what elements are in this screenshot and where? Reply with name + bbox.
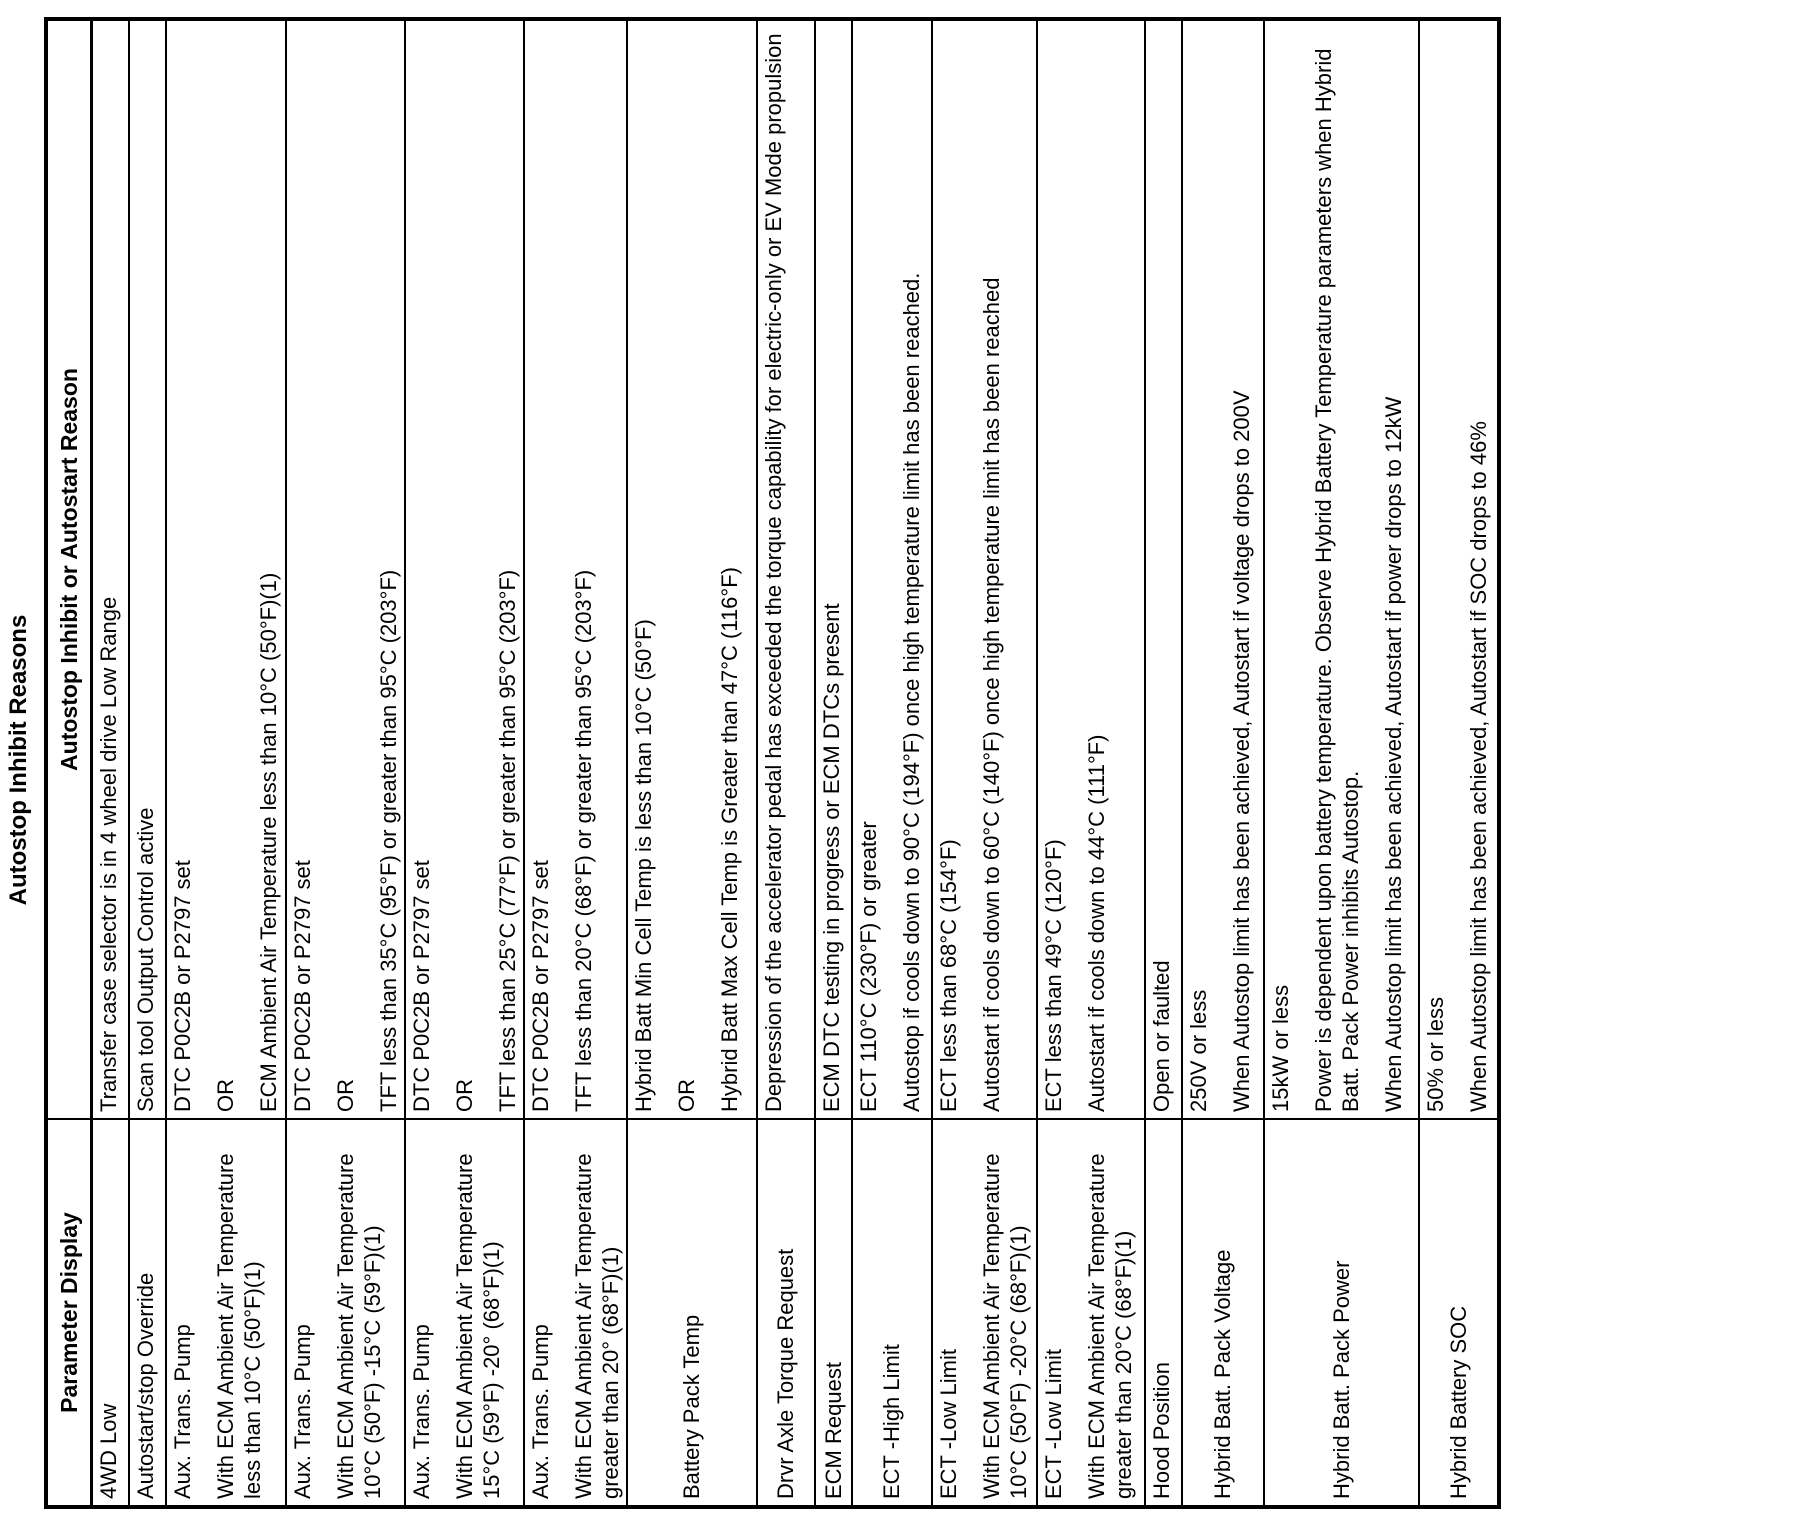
- reason-line: Hybrid Batt Max Cell Temp is Greater than 47°C (116°F): [716, 567, 742, 1112]
- reason-line: Hybrid Batt Min Cell Temp is less than 10°C (50°F): [630, 619, 656, 1112]
- reason-cell: [166, 19, 286, 1119]
- parameter-cell: [1182, 1119, 1264, 1507]
- parameter-cell: [757, 1119, 815, 1507]
- reason-line: 250V or less: [1185, 989, 1211, 1112]
- reason-line: Autostart if cools down to 60°C (140°F) once high temperature limit has been reached: [978, 277, 1004, 1112]
- parameter-cell: [92, 1119, 129, 1507]
- parameter-cell: [815, 1119, 852, 1507]
- table-row: [1037, 19, 1145, 1507]
- reason-line: Depression of the accelerator pedal has exceeded the torque capability for electric-only or EV Mode propulsion: [760, 33, 786, 1112]
- parameter-cell: [286, 1119, 405, 1507]
- parameter-cell: [852, 1119, 932, 1507]
- parameter-line: Hybrid Batt. Pack Power: [1328, 1260, 1354, 1499]
- parameter-line: Battery Pack Temp: [679, 1314, 704, 1499]
- parameter-cell: [627, 1119, 757, 1507]
- parameter-line: Hood Position: [1148, 1362, 1174, 1499]
- table-row: [1182, 19, 1264, 1507]
- parameter-line: 4WD Low: [96, 1403, 121, 1499]
- parameter-line: With ECM Ambient Air Temperature 10°C (50°F) -20°C (68°F)(1): [978, 1153, 1031, 1499]
- reason-line: DTC P0C2B or P2797 set: [289, 860, 315, 1112]
- table-row: [815, 19, 852, 1507]
- table-row: [932, 19, 1037, 1507]
- reason-cell: [852, 19, 932, 1119]
- parameter-cell: [932, 1119, 1037, 1507]
- reason-cell: [815, 19, 852, 1119]
- parameter-cell: [166, 1119, 286, 1507]
- header-row: [46, 19, 92, 1507]
- reason-line: DTC P0C2B or P2797 set: [169, 860, 195, 1112]
- parameter-cell: [1419, 1119, 1499, 1507]
- reason-line: ECT less than 49°C (120°F): [1040, 839, 1066, 1112]
- reason-line: OR: [673, 1079, 699, 1112]
- reason-line: When Autostop limit has been achieved, Autostart if SOC drops to 46%: [1465, 421, 1491, 1112]
- parameter-line: Hybrid Battery SOC: [1445, 1305, 1471, 1499]
- parameter-cell: [405, 1119, 524, 1507]
- parameter-line: Aux. Trans. Pump: [169, 1324, 195, 1499]
- parameter-line: ECT -Low Limit: [1040, 1349, 1066, 1499]
- reason-cell: [627, 19, 757, 1119]
- reason-cell: [757, 19, 815, 1119]
- reason-line: OR: [332, 1079, 358, 1112]
- table-row: [405, 19, 524, 1507]
- table-row: [286, 19, 405, 1507]
- table-row: [1264, 19, 1419, 1507]
- reason-cell: [1037, 19, 1145, 1119]
- reason-cell: [1419, 19, 1499, 1119]
- parameter-line: With ECM Ambient Air Temperature 10°C (50°F) -15°C (59°F)(1): [332, 1153, 385, 1499]
- table-row: [129, 19, 166, 1507]
- table-row: [852, 19, 932, 1507]
- parameter-line: With ECM Ambient Air Temperature greater than 20° (68°F)(1): [570, 1153, 623, 1499]
- reason-cell: [932, 19, 1037, 1119]
- reason-line: ECT 110°C (230°F) or greater: [855, 821, 881, 1112]
- reason-line: OR: [212, 1079, 238, 1112]
- reason-cell: [1182, 19, 1264, 1119]
- parameter-cell: [129, 1119, 166, 1507]
- reason-cell: [92, 19, 129, 1119]
- reason-cell: [1145, 19, 1182, 1119]
- table-body: [92, 19, 1499, 1507]
- parameter-line: Drvr Axle Torque Request: [773, 1248, 798, 1499]
- reason-line: Scan tool Output Control active: [132, 807, 158, 1112]
- autostop-inhibit-table: [44, 17, 1501, 1509]
- parameter-cell: [1037, 1119, 1145, 1507]
- parameter-cell: [1264, 1119, 1419, 1507]
- table-row: [1145, 19, 1182, 1507]
- parameter-cell: [524, 1119, 627, 1507]
- reason-line: Autostop if cools down to 90°C (194°F) once high temperature limit has been reached.: [898, 272, 924, 1112]
- parameter-line: Aux. Trans. Pump: [289, 1324, 315, 1499]
- reason-line: ECM Ambient Air Temperature less than 10°C (50°F)(1): [255, 572, 281, 1112]
- reason-line: DTC P0C2B or P2797 set: [408, 860, 434, 1112]
- reason-line: OR: [451, 1079, 477, 1112]
- reason-line: TFT less than 25°C (77°F) or greater than 95°C (203°F): [494, 569, 520, 1112]
- table-row: [757, 19, 815, 1507]
- table-row: [166, 19, 286, 1507]
- parameter-line: ECM Request: [820, 1362, 846, 1499]
- parameter-line: With ECM Ambient Air Temperature less than 10°C (50°F)(1): [212, 1153, 265, 1499]
- parameter-line: ECT -Low Limit: [935, 1349, 961, 1499]
- reason-line: 15kW or less: [1267, 984, 1293, 1112]
- header-autostop-reason: Autostop Inhibit or Autostart Reason: [46, 19, 92, 1119]
- reason-line: TFT less than 35°C (95°F) or greater than 95°C (203°F): [375, 569, 401, 1112]
- parameter-line: With ECM Ambient Air Temperature greater than 20°C (68°F)(1): [1083, 1153, 1136, 1499]
- parameter-line: Aux. Trans. Pump: [408, 1324, 434, 1499]
- table-title: Autostop Inhibit Reasons: [5, 614, 32, 906]
- reason-line: Autostart if cools down to 44°C (111°F): [1083, 734, 1109, 1112]
- parameter-line: Aux. Trans. Pump: [527, 1324, 553, 1499]
- parameter-line: Hybrid Batt. Pack Voltage: [1210, 1249, 1235, 1499]
- reason-line: 50% or less: [1422, 997, 1448, 1112]
- parameter-line: Autostart/stop Override: [132, 1272, 158, 1499]
- reason-cell: [286, 19, 405, 1119]
- table-row: [92, 19, 129, 1507]
- reason-line: When Autostop limit has been achieved, Autostart if voltage drops to 200V: [1228, 390, 1254, 1112]
- reason-line: When Autostop limit has been achieved, Autostart if power drops to 12kW: [1380, 396, 1406, 1112]
- reason-cell: [405, 19, 524, 1119]
- reason-line: Transfer case selector is in 4 wheel drive Low Range: [96, 596, 121, 1112]
- table-row: [524, 19, 627, 1507]
- reason-line: TFT less than 20°C (68°F) or greater than 95°C (203°F): [570, 569, 596, 1112]
- reason-cell: [1264, 19, 1419, 1119]
- reason-line: ECT less than 68°C (154°F): [935, 839, 961, 1112]
- table-row: [1419, 19, 1499, 1507]
- reason-line: Power is dependent upon battery temperature. Observe Hybrid Battery Temperature parameters when Hybrid Batt. Pack Power inhibits Autostop.: [1310, 48, 1363, 1112]
- table-row: [627, 19, 757, 1507]
- reason-line: Open or faulted: [1148, 960, 1174, 1112]
- reason-cell: [524, 19, 627, 1119]
- parameter-line: With ECM Ambient Air Temperature 15°C (59°F) -20° (68°F)(1): [451, 1153, 504, 1499]
- reason-line: ECM DTC testing in progress or ECM DTCs present: [818, 603, 844, 1112]
- reason-line: DTC P0C2B or P2797 set: [527, 860, 553, 1112]
- parameter-cell: [1145, 1119, 1182, 1507]
- header-parameter-display: Parameter Display: [46, 1119, 92, 1507]
- parameter-line: ECT -High Limit: [879, 1344, 904, 1499]
- reason-cell: [129, 19, 166, 1119]
